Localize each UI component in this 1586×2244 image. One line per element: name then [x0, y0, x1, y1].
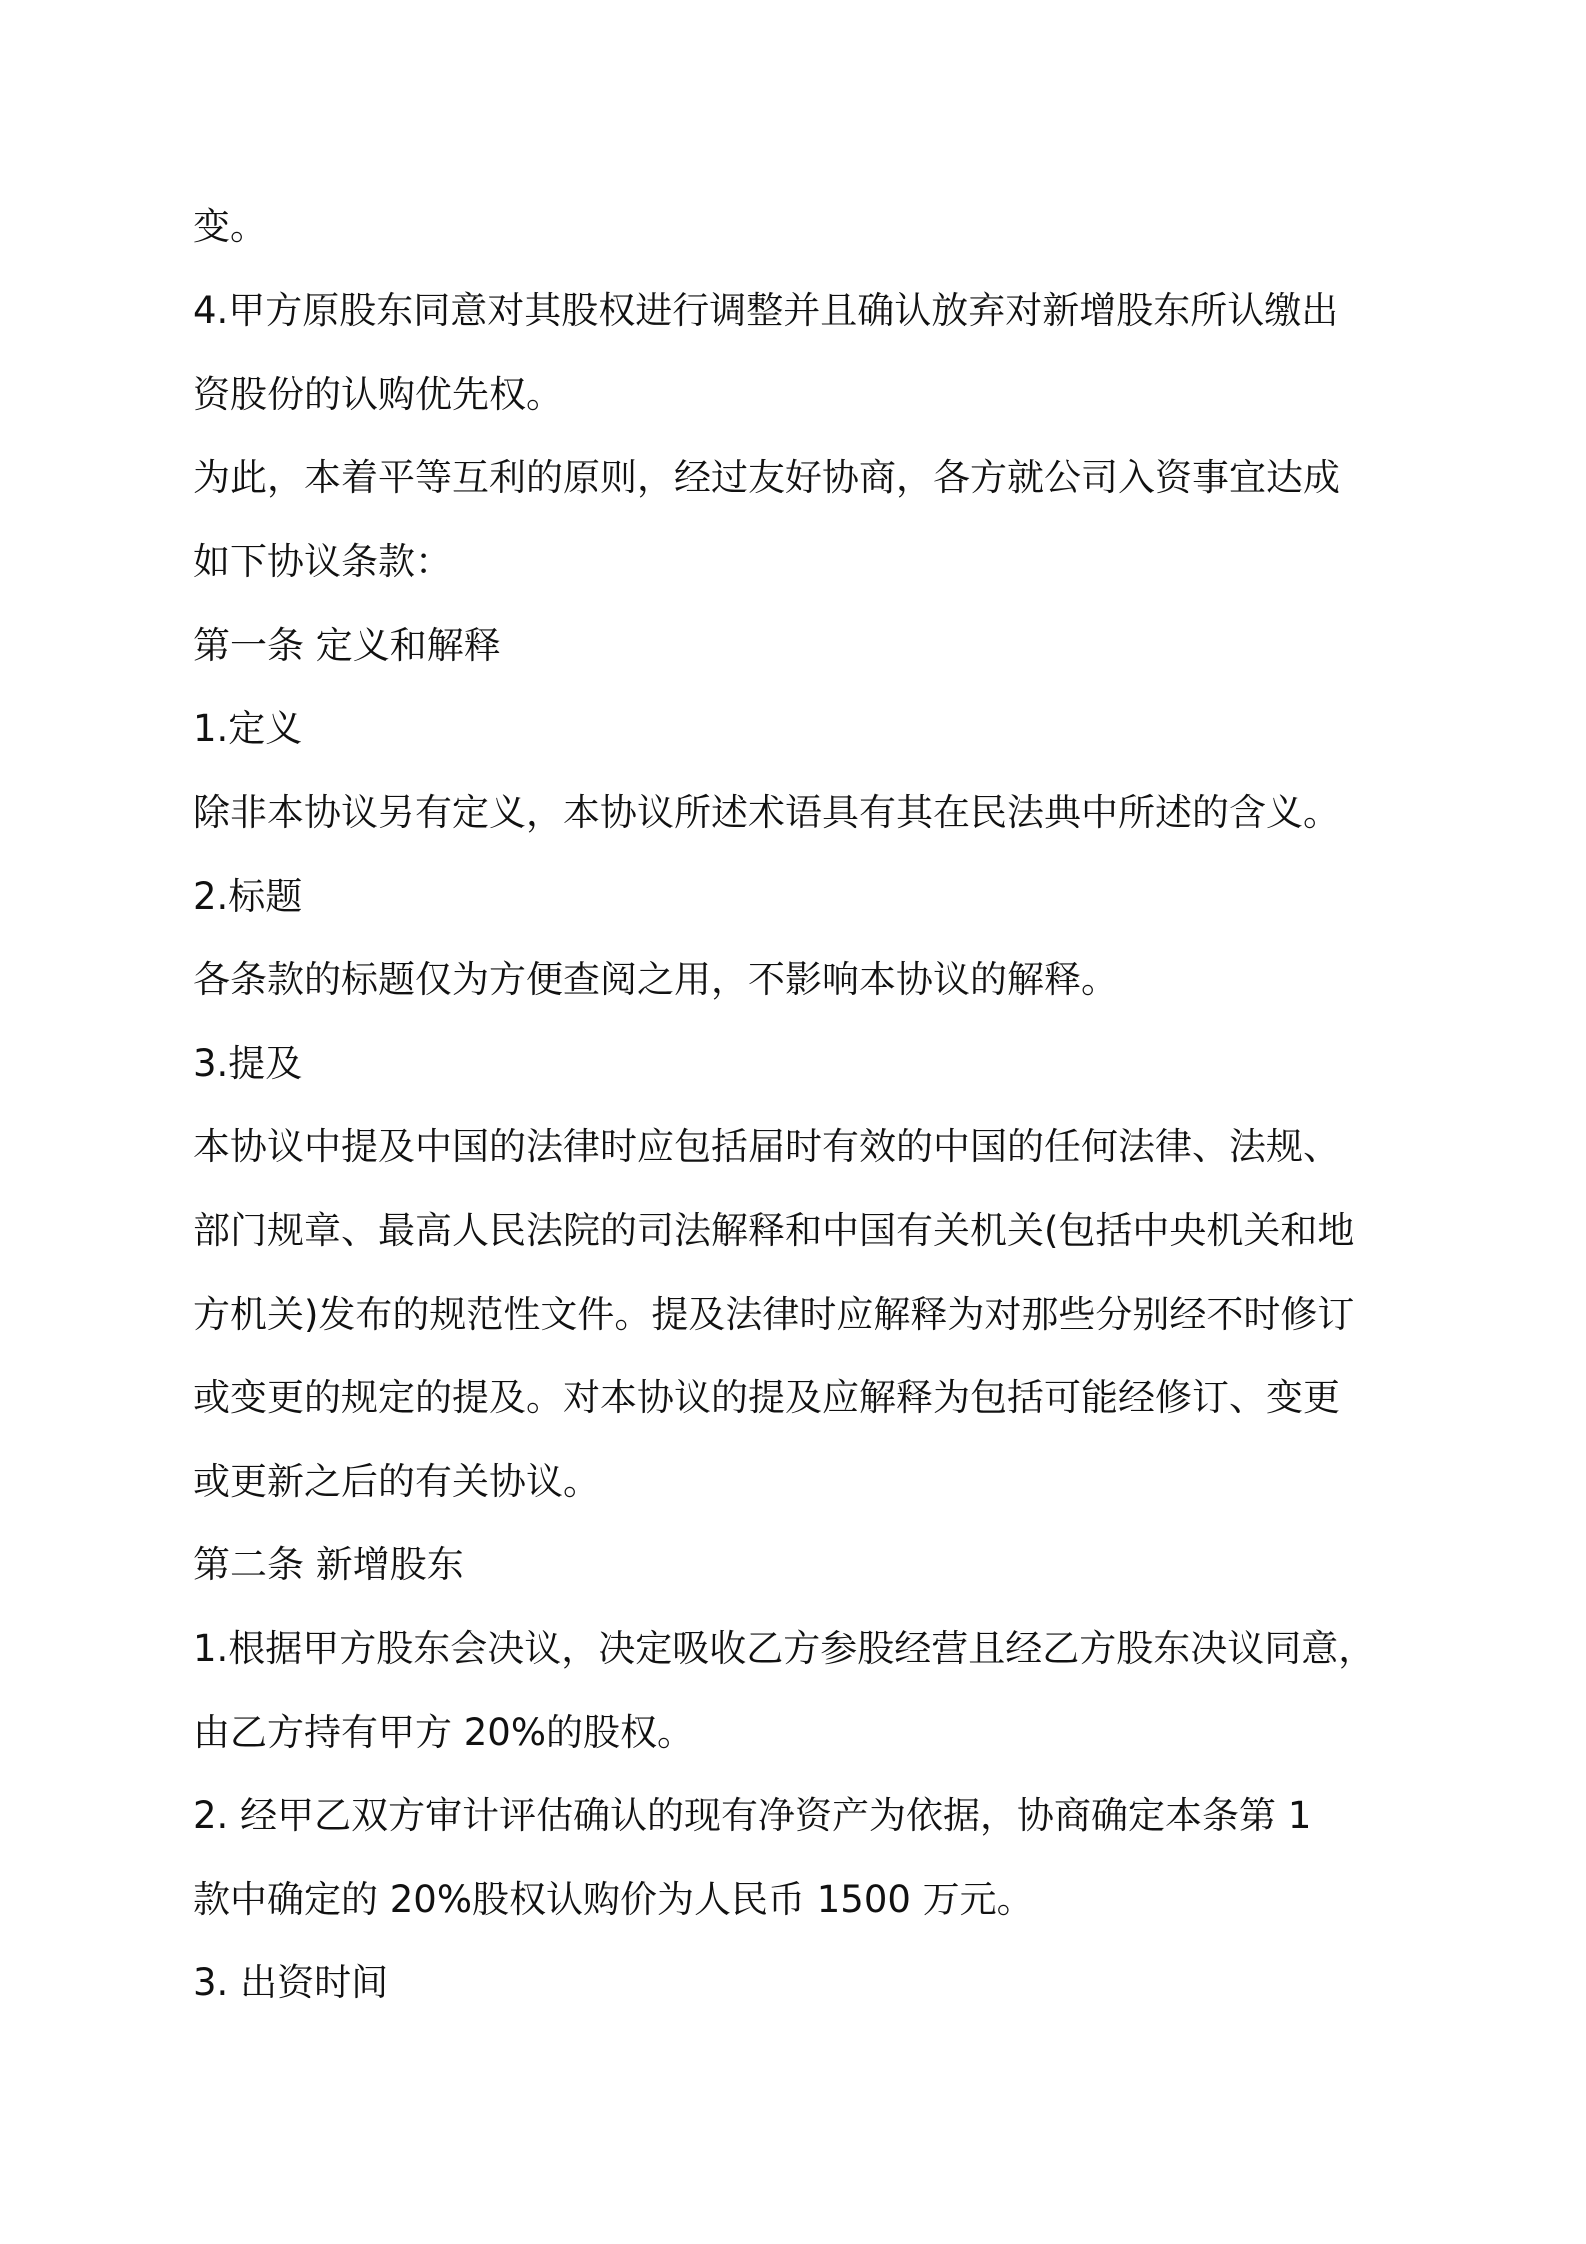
text-line-item-4-cont: 资股份的认购优先权。 — [193, 373, 563, 416]
subheading-definitions: 1.定义 — [193, 707, 303, 750]
subheading-references: 3.提及 — [193, 1042, 303, 1085]
text-line-continuation: 变。 — [193, 205, 267, 248]
paragraph-references-line-3: 方机关)发布的规范性文件。提及法律时应解释为对那些分别经不时修订 — [193, 1293, 1355, 1336]
article-2-heading: 第二条 新增股东 — [193, 1543, 464, 1586]
paragraph-new-shareholder-2-cont: 款中确定的 20%股权认购价为人民币 1500 万元。 — [193, 1878, 1034, 1921]
paragraph-definitions: 除非本协议另有定义，本协议所述术语具有其在民法典中所述的含义。 — [193, 791, 1340, 834]
paragraph-references-line-1: 本协议中提及中国的法律时应包括届时有效的中国的任何法律、法规、 — [193, 1125, 1340, 1168]
paragraph-references-line-4: 或变更的规定的提及。对本协议的提及应解释为包括可能经修订、变更 — [193, 1376, 1340, 1419]
paragraph-new-shareholder-1-cont: 由乙方持有甲方 20%的股权。 — [193, 1711, 694, 1754]
subheading-titles: 2.标题 — [193, 875, 303, 918]
text-line-preamble-cont: 如下协议条款： — [193, 540, 452, 583]
paragraph-new-shareholder-2: 2. 经甲乙双方审计评估确认的现有净资产为依据，协商确定本条第 1 — [193, 1794, 1312, 1837]
subheading-contribution-time: 3. 出资时间 — [193, 1961, 389, 2004]
article-1-heading: 第一条 定义和解释 — [193, 624, 501, 667]
text-line-preamble: 为此，本着平等互利的原则，经过友好协商，各方就公司入资事宜达成 — [193, 456, 1340, 499]
text-line-item-4: 4.甲方原股东同意对其股权进行调整并且确认放弃对新增股东所认缴出 — [193, 289, 1339, 332]
paragraph-references-line-5: 或更新之后的有关协议。 — [193, 1460, 600, 1503]
paragraph-new-shareholder-1: 1.根据甲方股东会决议，决定吸收乙方参股经营且经乙方股东决议同意， — [193, 1627, 1376, 1670]
paragraph-references-line-2: 部门规章、最高人民法院的司法解释和中国有关机关(包括中央机关和地 — [193, 1209, 1355, 1252]
paragraph-titles: 各条款的标题仅为方便查阅之用，不影响本协议的解释。 — [193, 958, 1118, 1001]
